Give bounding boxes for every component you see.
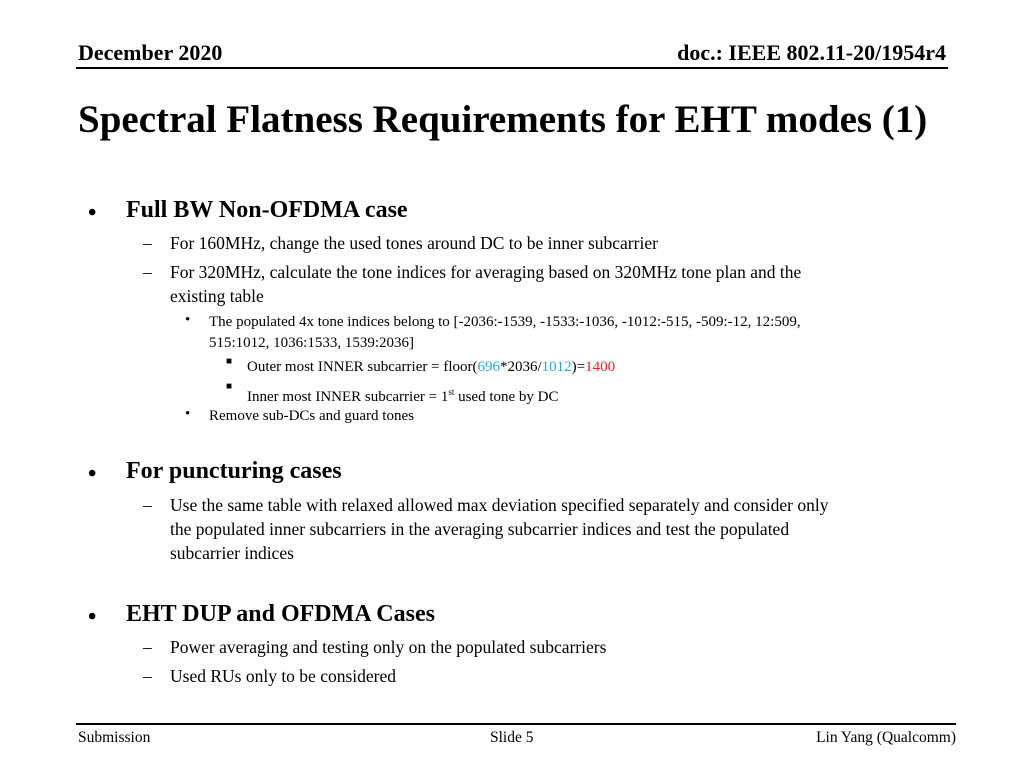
header-date: December 2020 xyxy=(78,40,223,65)
section-heading: Full BW Non-OFDMA case xyxy=(126,197,408,223)
header-doc-id: doc.: IEEE 802.11-20/1954r4 xyxy=(677,40,946,65)
dash-icon: – xyxy=(143,495,152,515)
square-bullet-icon: ■ xyxy=(226,381,233,392)
formula-value-696: 696 xyxy=(477,359,500,375)
inner-prefix: Inner most INNER subcarrier = 1 xyxy=(247,389,449,405)
list-item: Use the same table with relaxed allowed max deviation specified separately and consider only xyxy=(170,495,829,515)
list-item-continued: the populated inner subcarriers in the averaging subcarrier indices and test the populated xyxy=(170,519,790,539)
superscript: st xyxy=(448,387,455,397)
section-heading: For puncturing cases xyxy=(126,458,342,484)
list-item-continued: existing table xyxy=(170,286,264,306)
dash-icon: – xyxy=(143,637,152,657)
formula-mid: *2036/ xyxy=(499,359,542,375)
inner-suffix: used tone by DC xyxy=(454,389,559,405)
formula-line xyxy=(247,356,615,380)
header-divider xyxy=(76,67,948,69)
dash-icon: – xyxy=(143,262,152,282)
formula-result: 1400 xyxy=(585,359,616,375)
footer-author: Lin Yang (Qualcomm) xyxy=(816,729,956,746)
list-item: For 160MHz, change the used tones around DC to be inner subcarrier xyxy=(170,233,658,253)
formula-prefix: Outer most INNER subcarrier = floor( xyxy=(247,359,478,375)
bullet-icon: • xyxy=(88,604,97,630)
dash-icon: – xyxy=(143,666,152,686)
sub-item: The populated 4x tone indices belong to [-2036:-1539, -1533:-1036, -1012:-515, -509:-12, 12:509, xyxy=(209,314,801,330)
footer-submission: Submission xyxy=(78,729,151,746)
sub-item-continued: 515:1012, 1036:1533, 1539:2036] xyxy=(209,335,414,351)
list-item: For 320MHz, calculate the tone indices for averaging based on 320MHz tone plan and the xyxy=(170,262,802,282)
sub-item: Remove sub-DCs and guard tones xyxy=(209,408,414,424)
bullet-icon: • xyxy=(185,312,191,328)
slide-title: Spectral Flatness Requirements for EHT modes (1) xyxy=(78,98,928,141)
section-heading: EHT DUP and OFDMA Cases xyxy=(126,601,435,627)
bullet-icon: • xyxy=(88,200,97,226)
formula-close: )= xyxy=(571,359,586,375)
square-bullet-icon: ■ xyxy=(226,356,233,367)
list-item: Used RUs only to be considered xyxy=(170,666,397,686)
footer-slide-number: Slide 5 xyxy=(490,729,534,746)
bullet-icon: • xyxy=(185,406,191,422)
footer-divider xyxy=(76,723,956,725)
list-item: Power averaging and testing only on the populated subcarriers xyxy=(170,637,607,657)
list-item-continued: subcarrier indices xyxy=(170,543,294,563)
bullet-icon: • xyxy=(88,461,97,487)
formula-value-1012: 1012 xyxy=(541,359,572,375)
dash-icon: – xyxy=(143,233,152,253)
